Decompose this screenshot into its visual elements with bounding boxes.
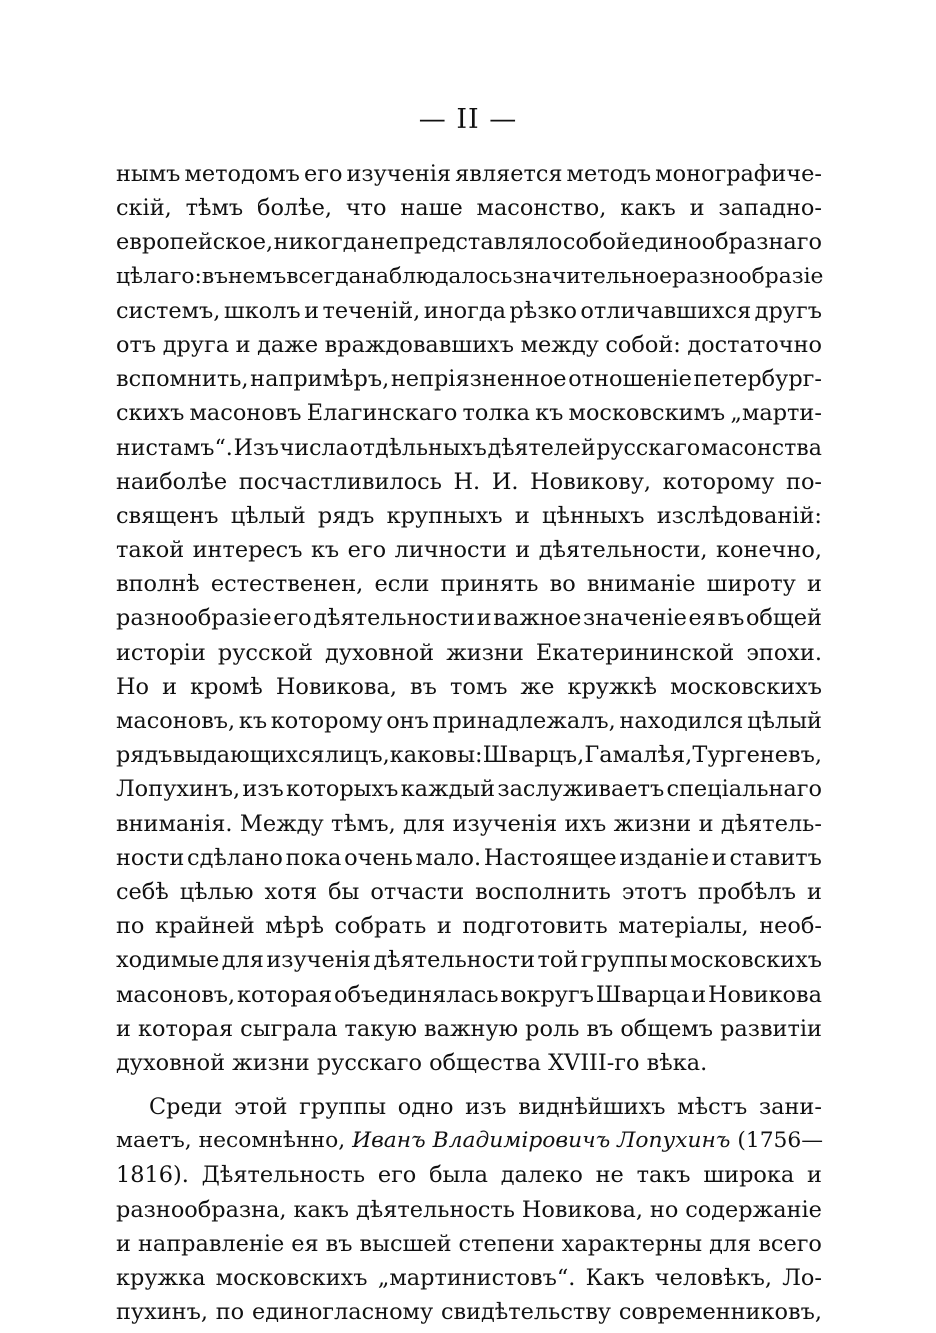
- body-text: [116, 157, 822, 1329]
- text-line: отъ друга и даже враждовавшихъ между собой: достаточно: [116, 331, 822, 358]
- text-line: пухинъ, по единогласному свидѣтельству современниковъ,: [116, 1299, 822, 1326]
- text-line: 1816). Дѣятельность его была далеко не такъ широка и: [116, 1162, 822, 1189]
- text-line: и направленіе ея въ высшей степени характерны для всего: [116, 1230, 822, 1257]
- text-segment: маетъ, несомнѣнно,: [116, 1128, 353, 1154]
- text-line: кружка московскихъ „мартинистовъ“. Какъ человѣкъ, Ло-: [116, 1265, 822, 1291]
- text-line: [116, 1124, 822, 1158]
- text-line: разнообразна, какъ дѣятельность Новикова, но содержаніе: [116, 1196, 822, 1223]
- text-line: ходимые для изученія дѣятельности той группы московскихъ: [116, 947, 822, 974]
- text-line: масоновъ, къ которому онъ принадлежалъ, находился цѣлый: [116, 708, 822, 734]
- person-name: Иванъ Владиміровичъ Лопухинъ: [352, 1128, 731, 1154]
- text-line: нымъ методомъ его изученія является методъ монографиче-: [116, 161, 822, 187]
- text-line: Но и кромѣ Новикова, въ томъ же кружкѣ московскихъ: [116, 673, 822, 700]
- text-line: вполнѣ естественен, если принять во вниманіе широту и: [116, 571, 822, 598]
- paragraph-2: [116, 1090, 822, 1329]
- text-line: по крайней мѣрѣ собрать и подготовить матеріалы, необ-: [116, 913, 822, 940]
- text-line: священъ цѣлый рядъ крупныхъ и цѣнныхъ изслѣдованій:: [116, 502, 822, 529]
- page-number: — II —: [418, 104, 518, 135]
- text-line: наиболѣе посчастливилось Н. И. Новикову, которому по-: [116, 468, 822, 495]
- text-line: скихъ масоновъ Елагинскаго толка къ московскимъ „марти-: [116, 400, 822, 427]
- paragraph-1: [116, 157, 822, 1080]
- text-line: себѣ цѣлью хотя бы отчасти восполнить этотъ пробѣлъ и: [116, 878, 822, 905]
- text-line: ности сдѣлано пока очень мало. Настоящее изданіе и ставитъ: [116, 844, 822, 871]
- text-line: системъ, школъ и теченій, иногда рѣзко отличавшихся другъ: [116, 297, 822, 324]
- text-line: исторіи русской духовной жизни Екатерининской эпохи.: [116, 639, 822, 666]
- text-line: разнообразіе его дѣятельности и важное значеніе ея въ общей: [116, 605, 822, 632]
- text-line: масоновъ, которая объединялась вокругъ Шварца и Новикова: [116, 981, 822, 1008]
- text-line: скій, тѣмъ болѣе, что наше масонство, какъ и западно-: [116, 195, 822, 222]
- text-line: рядъ выдающихся лицъ, каковы: Шварцъ, Гамалѣя, Тургеневъ,: [116, 742, 822, 769]
- text-line: нистамъ“. Изъ числа отдѣльныхъ дѣятелей русскаго масонства: [116, 434, 822, 461]
- text-line: такой интересъ къ его личности и дѣятельности, конечно,: [116, 537, 822, 564]
- text-line: Лопухинъ, изъ которыхъ каждый заслуживаетъ спеціальнаго: [116, 776, 822, 803]
- text-line: европейское, никогда не представляло собой единообразнаго: [116, 229, 822, 256]
- text-line: вспомнить, напримѣръ, непріязненное отношеніе петербург-: [116, 366, 822, 393]
- text-line: цѣлаго: въ немъ всегда наблюдалось значительное разнообразіе: [116, 263, 824, 289]
- text-line: и которая сыграла такую важную роль въ общемъ развитіи: [116, 1015, 822, 1042]
- text-line: вниманія. Между тѣмъ, для изученія ихъ жизни и дѣятель-: [116, 810, 822, 837]
- text-segment: (1756—: [730, 1128, 824, 1154]
- text-line: духовной жизни русскаго общества XVIII-го вѣка.: [116, 1049, 708, 1076]
- text-line: Среди этой группы одно изъ виднѣйшихъ мѣстъ зани-: [149, 1094, 822, 1121]
